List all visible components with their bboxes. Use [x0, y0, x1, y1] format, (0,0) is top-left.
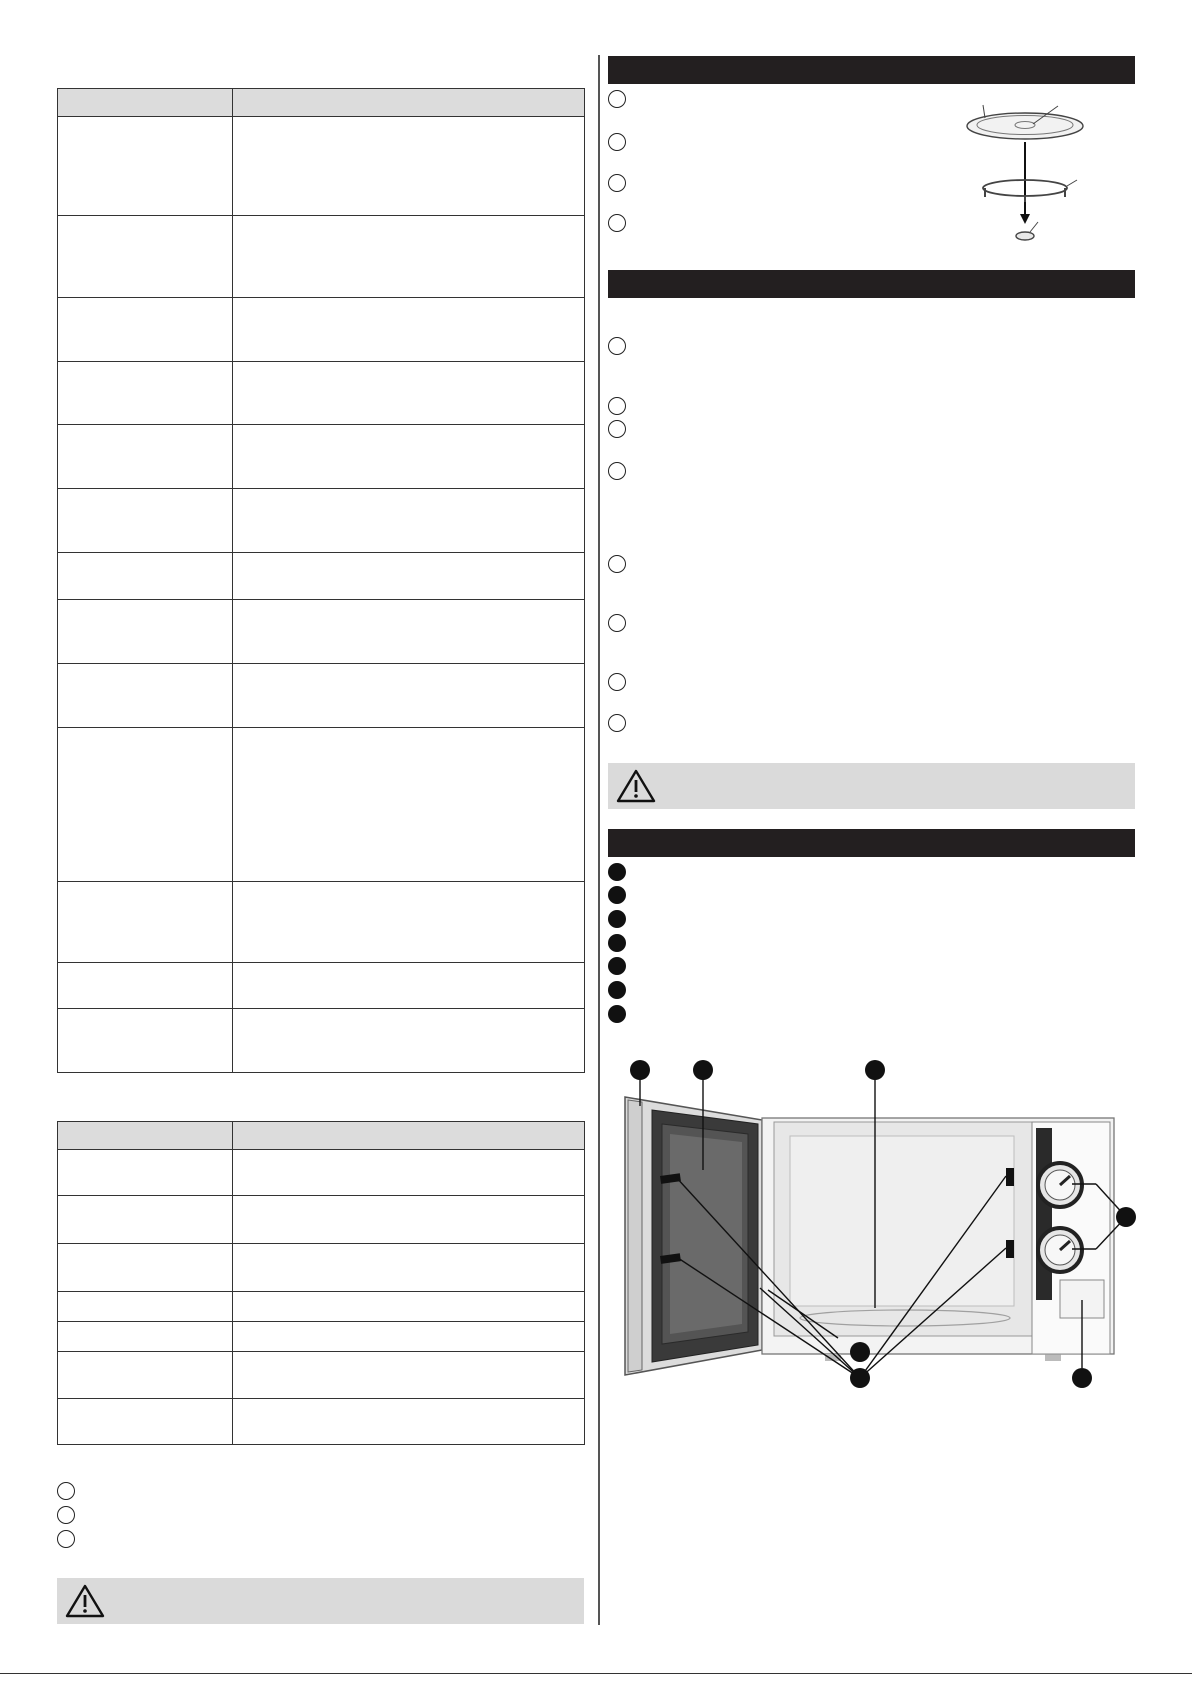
- table-cell: [58, 362, 233, 425]
- step-number-circle: [608, 174, 626, 192]
- section-title-bar: [608, 56, 1135, 84]
- table-row: [58, 553, 585, 600]
- table-cell: [233, 216, 585, 298]
- step-number-circle: [57, 1482, 75, 1500]
- table-cell: [58, 1399, 233, 1445]
- step-number-circle: [608, 555, 626, 573]
- spec-table-1: [57, 88, 585, 1073]
- table-cell: [233, 1009, 585, 1073]
- step-number-circle: [608, 420, 626, 438]
- step-number-circle: [57, 1530, 75, 1548]
- table-cell: [233, 489, 585, 553]
- table-cell: [233, 728, 585, 882]
- warning-triangle-icon: [616, 768, 656, 804]
- table-row: [58, 664, 585, 728]
- table-cell: [233, 553, 585, 600]
- table-header-cell: [58, 89, 233, 117]
- step-number-circle: [608, 462, 626, 480]
- step-number-circle: [608, 337, 626, 355]
- table-row: [58, 1244, 585, 1292]
- table-row: [58, 600, 585, 664]
- table-cell: [233, 298, 585, 362]
- table-cell: [58, 882, 233, 963]
- table-header-cell: [58, 1122, 233, 1150]
- callout-dot: [693, 1060, 713, 1080]
- table-cell: [233, 1150, 585, 1196]
- timer-knob-icon: [1038, 1228, 1082, 1272]
- table-row: [58, 117, 585, 216]
- step-number-circle: [608, 133, 626, 151]
- section-title-bar: [608, 270, 1135, 298]
- table-cell: [58, 298, 233, 362]
- part-number-dot: [608, 957, 626, 975]
- callout-dot: [865, 1060, 885, 1080]
- callout-dot: [1116, 1207, 1136, 1227]
- table-cell: [58, 1196, 233, 1244]
- step-number-circle: [608, 90, 626, 108]
- step-number-circle: [57, 1506, 75, 1524]
- table-row: [58, 1352, 585, 1399]
- footer-rule: [0, 1673, 1192, 1674]
- callout-dot: [1072, 1368, 1092, 1388]
- part-number-dot: [608, 1005, 626, 1023]
- microwave-diagram: [600, 1050, 1140, 1390]
- table-row: [58, 1399, 585, 1445]
- table-row: [58, 362, 585, 425]
- table-cell: [58, 664, 233, 728]
- table-cell: [58, 117, 233, 216]
- section-title-bar: [608, 829, 1135, 857]
- table-cell: [233, 963, 585, 1009]
- table-header-cell: [233, 89, 585, 117]
- coupler-icon: [1016, 232, 1034, 240]
- table-header-cell: [233, 1122, 585, 1150]
- turntable-illustration: [955, 100, 1095, 248]
- table-cell: [233, 1292, 585, 1322]
- table-cell: [233, 882, 585, 963]
- table-row: [58, 963, 585, 1009]
- table-cell: [58, 600, 233, 664]
- table-cell: [233, 664, 585, 728]
- table-cell: [58, 553, 233, 600]
- table-cell: [58, 1009, 233, 1073]
- table-cell: [233, 362, 585, 425]
- control-panel: [1032, 1122, 1110, 1354]
- table-row: [58, 1196, 585, 1244]
- table-cell: [58, 1292, 233, 1322]
- table-row: [58, 1009, 585, 1073]
- table-cell: [58, 1352, 233, 1399]
- table-cell: [233, 1352, 585, 1399]
- callout-dot: [630, 1060, 650, 1080]
- table-cell: [58, 1150, 233, 1196]
- table-cell: [58, 728, 233, 882]
- warning-box: [57, 1578, 584, 1624]
- part-number-dot: [608, 863, 626, 881]
- table-cell: [233, 1244, 585, 1292]
- table-cell: [233, 425, 585, 489]
- table-cell: [58, 425, 233, 489]
- step-number-circle: [608, 614, 626, 632]
- table-cell: [58, 1244, 233, 1292]
- step-number-circle: [608, 714, 626, 732]
- part-number-dot: [608, 910, 626, 928]
- table-cell: [58, 489, 233, 553]
- table-cell: [233, 1196, 585, 1244]
- table-row: [58, 216, 585, 298]
- table-row: [58, 298, 585, 362]
- part-number-dot: [608, 981, 626, 999]
- step-number-circle: [608, 214, 626, 232]
- table-row: [58, 728, 585, 882]
- warning-box: [608, 763, 1135, 809]
- table-row: [58, 425, 585, 489]
- step-number-circle: [608, 673, 626, 691]
- spec-table-2: [57, 1121, 585, 1445]
- step-number-circle: [608, 397, 626, 415]
- table-cell: [58, 963, 233, 1009]
- table-cell: [233, 600, 585, 664]
- callout-dot: [850, 1342, 870, 1362]
- part-number-dot: [608, 886, 626, 904]
- part-number-dot: [608, 934, 626, 952]
- microwave-door: [625, 1097, 762, 1375]
- warning-triangle-icon: [65, 1583, 105, 1619]
- table-cell: [58, 1322, 233, 1352]
- table-row: [58, 1322, 585, 1352]
- table-cell: [233, 117, 585, 216]
- table-row: [58, 489, 585, 553]
- callout-dot: [850, 1368, 870, 1388]
- table-row: [58, 882, 585, 963]
- table-row: [58, 1292, 585, 1322]
- table-row: [58, 1150, 585, 1196]
- table-cell: [233, 1399, 585, 1445]
- power-knob-icon: [1038, 1163, 1082, 1207]
- table-cell: [58, 216, 233, 298]
- table-cell: [233, 1322, 585, 1352]
